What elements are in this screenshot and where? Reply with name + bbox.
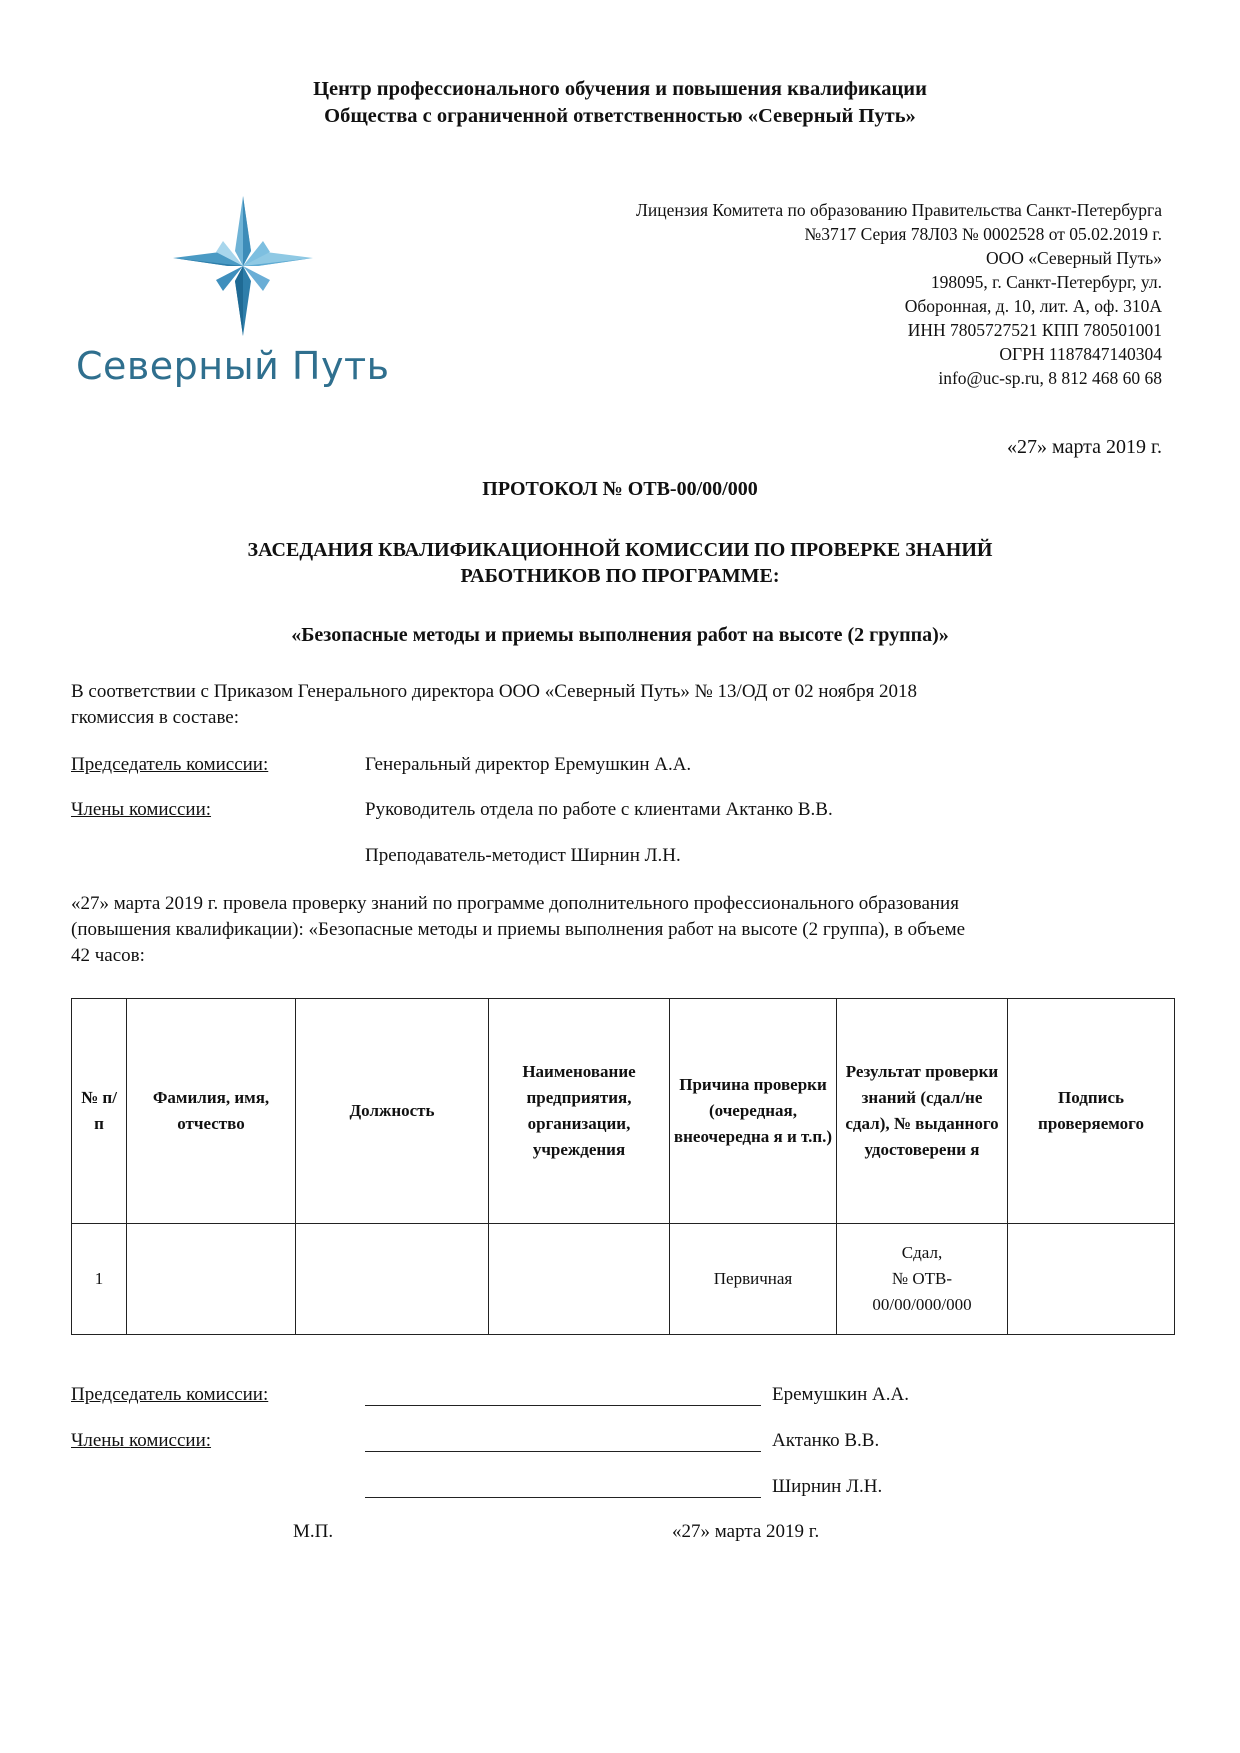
table-row <box>72 1224 1175 1335</box>
cell-position <box>296 1224 489 1335</box>
org-line-2: Общества с ограниченной ответственностью «Северный Путь» <box>324 105 916 127</box>
header-num: № п/ п <box>72 999 127 1224</box>
member-2: Преподаватель-методист Ширнин Л.Н. <box>365 845 681 866</box>
result-line-1: Сдал, <box>901 1243 943 1262</box>
protocol-title: ПРОТОКОЛ № ОТВ-00/00/000 <box>482 478 758 500</box>
sig-chair-name: Еремушкин А.А. <box>772 1384 909 1405</box>
sig-member-1-name: Актанко В.В. <box>772 1430 880 1451</box>
header-reason: Причина проверки (очередная, внеочередна я и т.п.) <box>670 999 837 1224</box>
result-line-2: № ОТВ- <box>891 1269 953 1288</box>
subtitle-line-2: РАБОТНИКОВ ПО ПРОГРАММЕ: <box>460 565 780 587</box>
cell-reason: Первичная <box>670 1224 837 1335</box>
compass-star-icon <box>168 196 318 336</box>
paragraph-line-1: «27» марта 2019 г. провела проверку знаний по программе дополнительного профессионального образования <box>71 893 959 914</box>
license-line: ОГРН 1187847140304 <box>999 344 1162 364</box>
paragraph-line-3: 42 часов: <box>71 945 145 966</box>
header-signature: Подпись проверяемого <box>1008 999 1175 1224</box>
sig-member-1-line <box>365 1450 761 1452</box>
license-line: №3717 Серия 78Л03 № 0002528 от 05.02.2019 г. <box>804 224 1162 244</box>
document-date: «27» марта 2019 г. <box>1007 436 1162 458</box>
cell-name <box>127 1224 296 1335</box>
cell-result <box>837 1224 1008 1335</box>
license-line: info@uc-sp.ru, 8 812 468 60 68 <box>938 368 1162 388</box>
table-header-row <box>72 999 1175 1224</box>
sig-member-2-line <box>365 1496 761 1498</box>
program-name: «Безопасные методы и приемы выполнения работ на высоте (2 группа)» <box>291 624 949 646</box>
logo-text: Северный Путь <box>76 344 390 388</box>
protocol-subtitle <box>0 537 1240 589</box>
license-line: ИНН 7805727521 КПП 780501001 <box>907 320 1162 340</box>
sig-member-2-name: Ширнин Л.Н. <box>772 1476 883 1497</box>
member-1: Руководитель отдела по работе с клиентами Актанко В.В. <box>365 799 833 820</box>
company-logo <box>76 196 406 396</box>
license-line: 198095, г. Санкт-Петербург, ул. <box>930 272 1162 292</box>
sig-chair-label: Председатель комиссии: <box>71 1384 269 1405</box>
intro-line-2: гкомиссия в составе: <box>71 707 240 728</box>
chair-value: Генеральный директор Еремушкин А.А. <box>365 754 692 775</box>
organization-header <box>0 76 1240 130</box>
license-line: Лицензия Комитета по образованию Правительства Санкт-Петербурга <box>635 200 1162 220</box>
sig-members-label: Члены комиссии: <box>71 1430 212 1451</box>
paragraph-line-2: (повышения квалификации): «Безопасные методы и приемы выполнения работ на высоте (2 группа), в объеме <box>71 919 966 940</box>
org-line-1: Центр профессионального обучения и повышения квалификации <box>313 78 927 100</box>
sig-chair-line <box>365 1404 761 1406</box>
header-org: Наименование предприятия, организации, учреждения <box>489 999 670 1224</box>
license-line: ООО «Северный Путь» <box>986 248 1162 268</box>
footer-date: «27» марта 2019 г. <box>672 1521 820 1542</box>
subtitle-line-1: ЗАСЕДАНИЯ КВАЛИФИКАЦИОННОЙ КОМИССИИ ПО ПРОВЕРКЕ ЗНАНИЙ <box>247 539 993 561</box>
check-paragraph <box>71 891 1163 969</box>
license-line: Оборонная, д. 10, лит. А, оф. 310А <box>904 296 1162 316</box>
result-line-3: 00/00/000/000 <box>872 1295 972 1314</box>
results-table <box>71 998 1175 1335</box>
chair-label: Председатель комиссии: <box>71 754 269 775</box>
members-label: Члены комиссии: <box>71 799 212 820</box>
cell-num: 1 <box>72 1224 127 1335</box>
intro-paragraph <box>71 679 1163 731</box>
header-name: Фамилия, имя, отчество <box>127 999 296 1224</box>
stamp-place: М.П. <box>293 1521 334 1542</box>
header-result: Результат проверки знаний (сдал/не сдал), № выданного удостоверени я <box>837 999 1008 1224</box>
license-block <box>402 198 1162 390</box>
intro-line-1: В соответствии с Приказом Генерального директора ООО «Северный Путь» № 13/ОД от 02 ноября 2018 <box>71 681 918 702</box>
header-position: Должность <box>296 999 489 1224</box>
cell-signature <box>1008 1224 1175 1335</box>
cell-org <box>489 1224 670 1335</box>
